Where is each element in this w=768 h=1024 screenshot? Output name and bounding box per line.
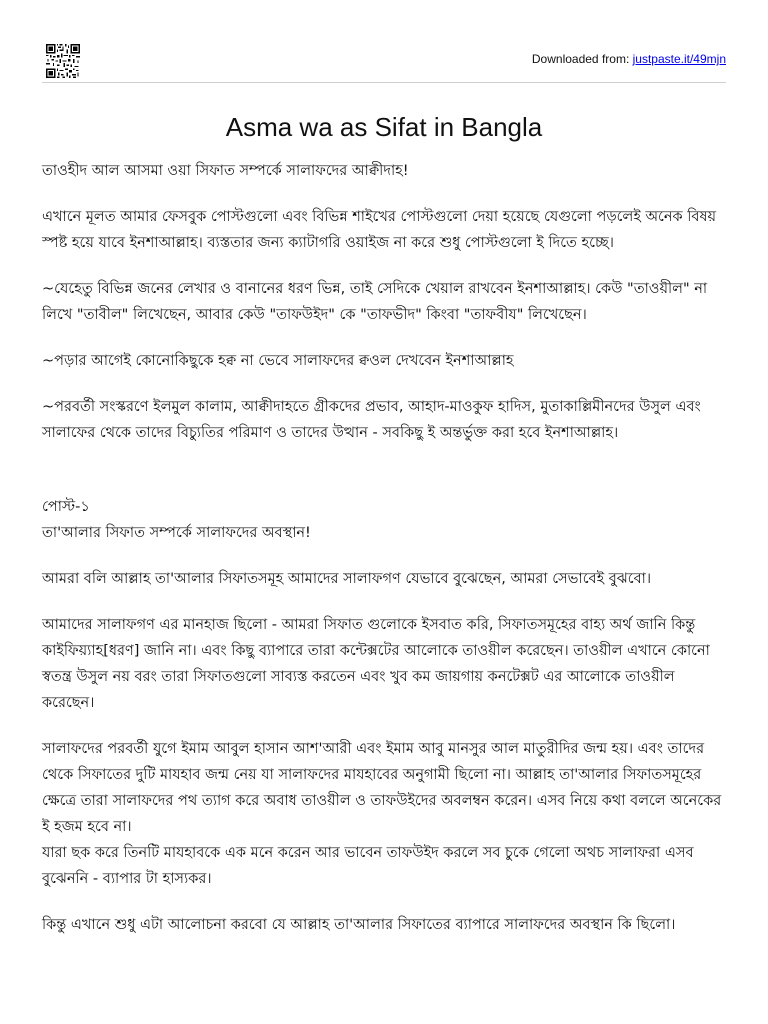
page-header <box>42 40 726 84</box>
paragraph-post-1: আমরা বলি আল্লাহ তা'আলার সিফাতসমূহ আমাদের সালাফগণ যেভাবে বুঝেছেন, আমরা সেভাবেই বুঝবো। <box>42 571 652 587</box>
download-source <box>532 52 726 66</box>
download-link[interactable]: justpaste.it/49mjn <box>632 52 726 66</box>
paragraph-intro-heading: তাওহীদ আল আসমা ওয়া সিফাত সম্পর্কে সালাফদের আক্বীদাহ! <box>42 163 409 179</box>
paragraph-post-2: আমাদের সালাফগণ এর মানহাজ ছিলো - আমরা সিফাত গুলোকে ইসবাত করি, সিফাতসমূহের বাহ্য অর্থ জানি কিন্তু কাইফিয়্যাহ[ধরণ] জানি না। এবং কিছু ব্যাপারে তারা কন্টেক্সটের আলোকে তাওয়ীল করেছেন। তাওয়ীল এখানে কোনো স্বতন্ত্র উসুল নয় বরং তারা সিফাতগুলো সাব্যস্ত করতেন এবং খুব কম জায়গায় কনটেক্সট এর আলোকে তাওয়ীল করেছেন। <box>42 617 710 711</box>
section-spacer <box>42 466 728 494</box>
paragraph-intro: এখানে মূলত আমার ফেসবুক পোস্টগুলো এবং বিভিন্ন শাইখের পোস্টগুলো দেয়া হয়েছে যেগুলো পড়লেই অনেক বিষয় স্পষ্ট হয়ে যাবে ইনশাআল্লাহ। ব্যস্ততার জন্য ক্যাটাগরি ওয়াইজ না করে শুধু পোস্টগুলো ই দিতে হচ্ছে। <box>42 209 717 251</box>
paragraph-post-4: কিন্তু এখানে শুধু এটা আলোচনা করবো যে আল্লাহ তা'আলার সিফাতের ব্যাপারে সালাফদের অবস্থান কি ছিলো। <box>42 917 676 933</box>
paragraph-next-edition-note: ~পরবর্তী সংস্করণে ইলমুল কালাম, আক্বীদাহতে গ্রীকদের প্রভাব, আহাদ-মাওকুফ হাদিস, মুতাকাল্লিমীনদের উসুল এবং সালাফের থেকে তাদের বিচ্যুতির পরিমাণ ও তাদের উত্থান - সবকিছু ই অন্তর্ভুক্ত করা হবে ইনশাআল্লাহ। <box>42 399 701 441</box>
paragraph-post-3b: যারা ছক করে তিনটি মাযহাবকে এক মনে করেন আর ভাবেন তাফউইদ করলে সব চুকে গেলো অথচ সালাফরা এসব বুঝেননি - ব্যাপার টা হাস্যকর। <box>42 845 694 887</box>
paragraph-reading-note: ~পড়ার আগেই কোনোকিছুকে হক্ব না ভেবে সালাফদের ক্বওল দেখবেন ইনশাআল্লাহ <box>42 353 514 369</box>
document-body <box>42 158 728 958</box>
download-prefix: Downloaded from: <box>531 52 633 66</box>
paragraph-post-3a: সালাফদের পরবর্তী যুগে ইমাম আবুল হাসান আশ'আরী এবং ইমাম আবু মানসুর আল মাতুরীদির জন্ম হয়। এবং তাদের থেকে সিফাতের দুটি মাযহাব জন্ম নেয় যা সালাফদের মাযহাবের অনুগামী ছিলো না। আল্লাহ তা'আলার সিফাতসমূহের ক্ষেত্রে তারা সালাফদের পথ ত্যাগ করে অবাধ তাওয়ীল ও তাফউইদের অবলম্বন করেন। এসব নিয়ে কথা বললে অনেকের ই হজম হবে না। <box>42 741 722 835</box>
post-label: পোস্ট-১ <box>42 499 90 515</box>
header-divider <box>42 82 726 83</box>
paragraph-spelling-note: ~যেহেতু বিভিন্ন জনের লেখার ও বানানের ধরণ ভিন্ন, তাই সেদিকে খেয়াল রাখবেন ইনশাআল্লাহ। কেউ "তাওয়ীল" না লিখে "তাবীল" লিখেছেন, আবার কেউ "তাফউইদ" কে "তাফভীদ" কিংবা "তাফবীয" লিখেছেন। <box>42 281 708 323</box>
page-title: Asma wa as Sifat in Bangla <box>225 112 543 142</box>
qr-code-icon <box>46 44 80 78</box>
post-heading: তা'আলার সিফাত সম্পর্কে সালাফদের অবস্থান! <box>42 525 311 541</box>
